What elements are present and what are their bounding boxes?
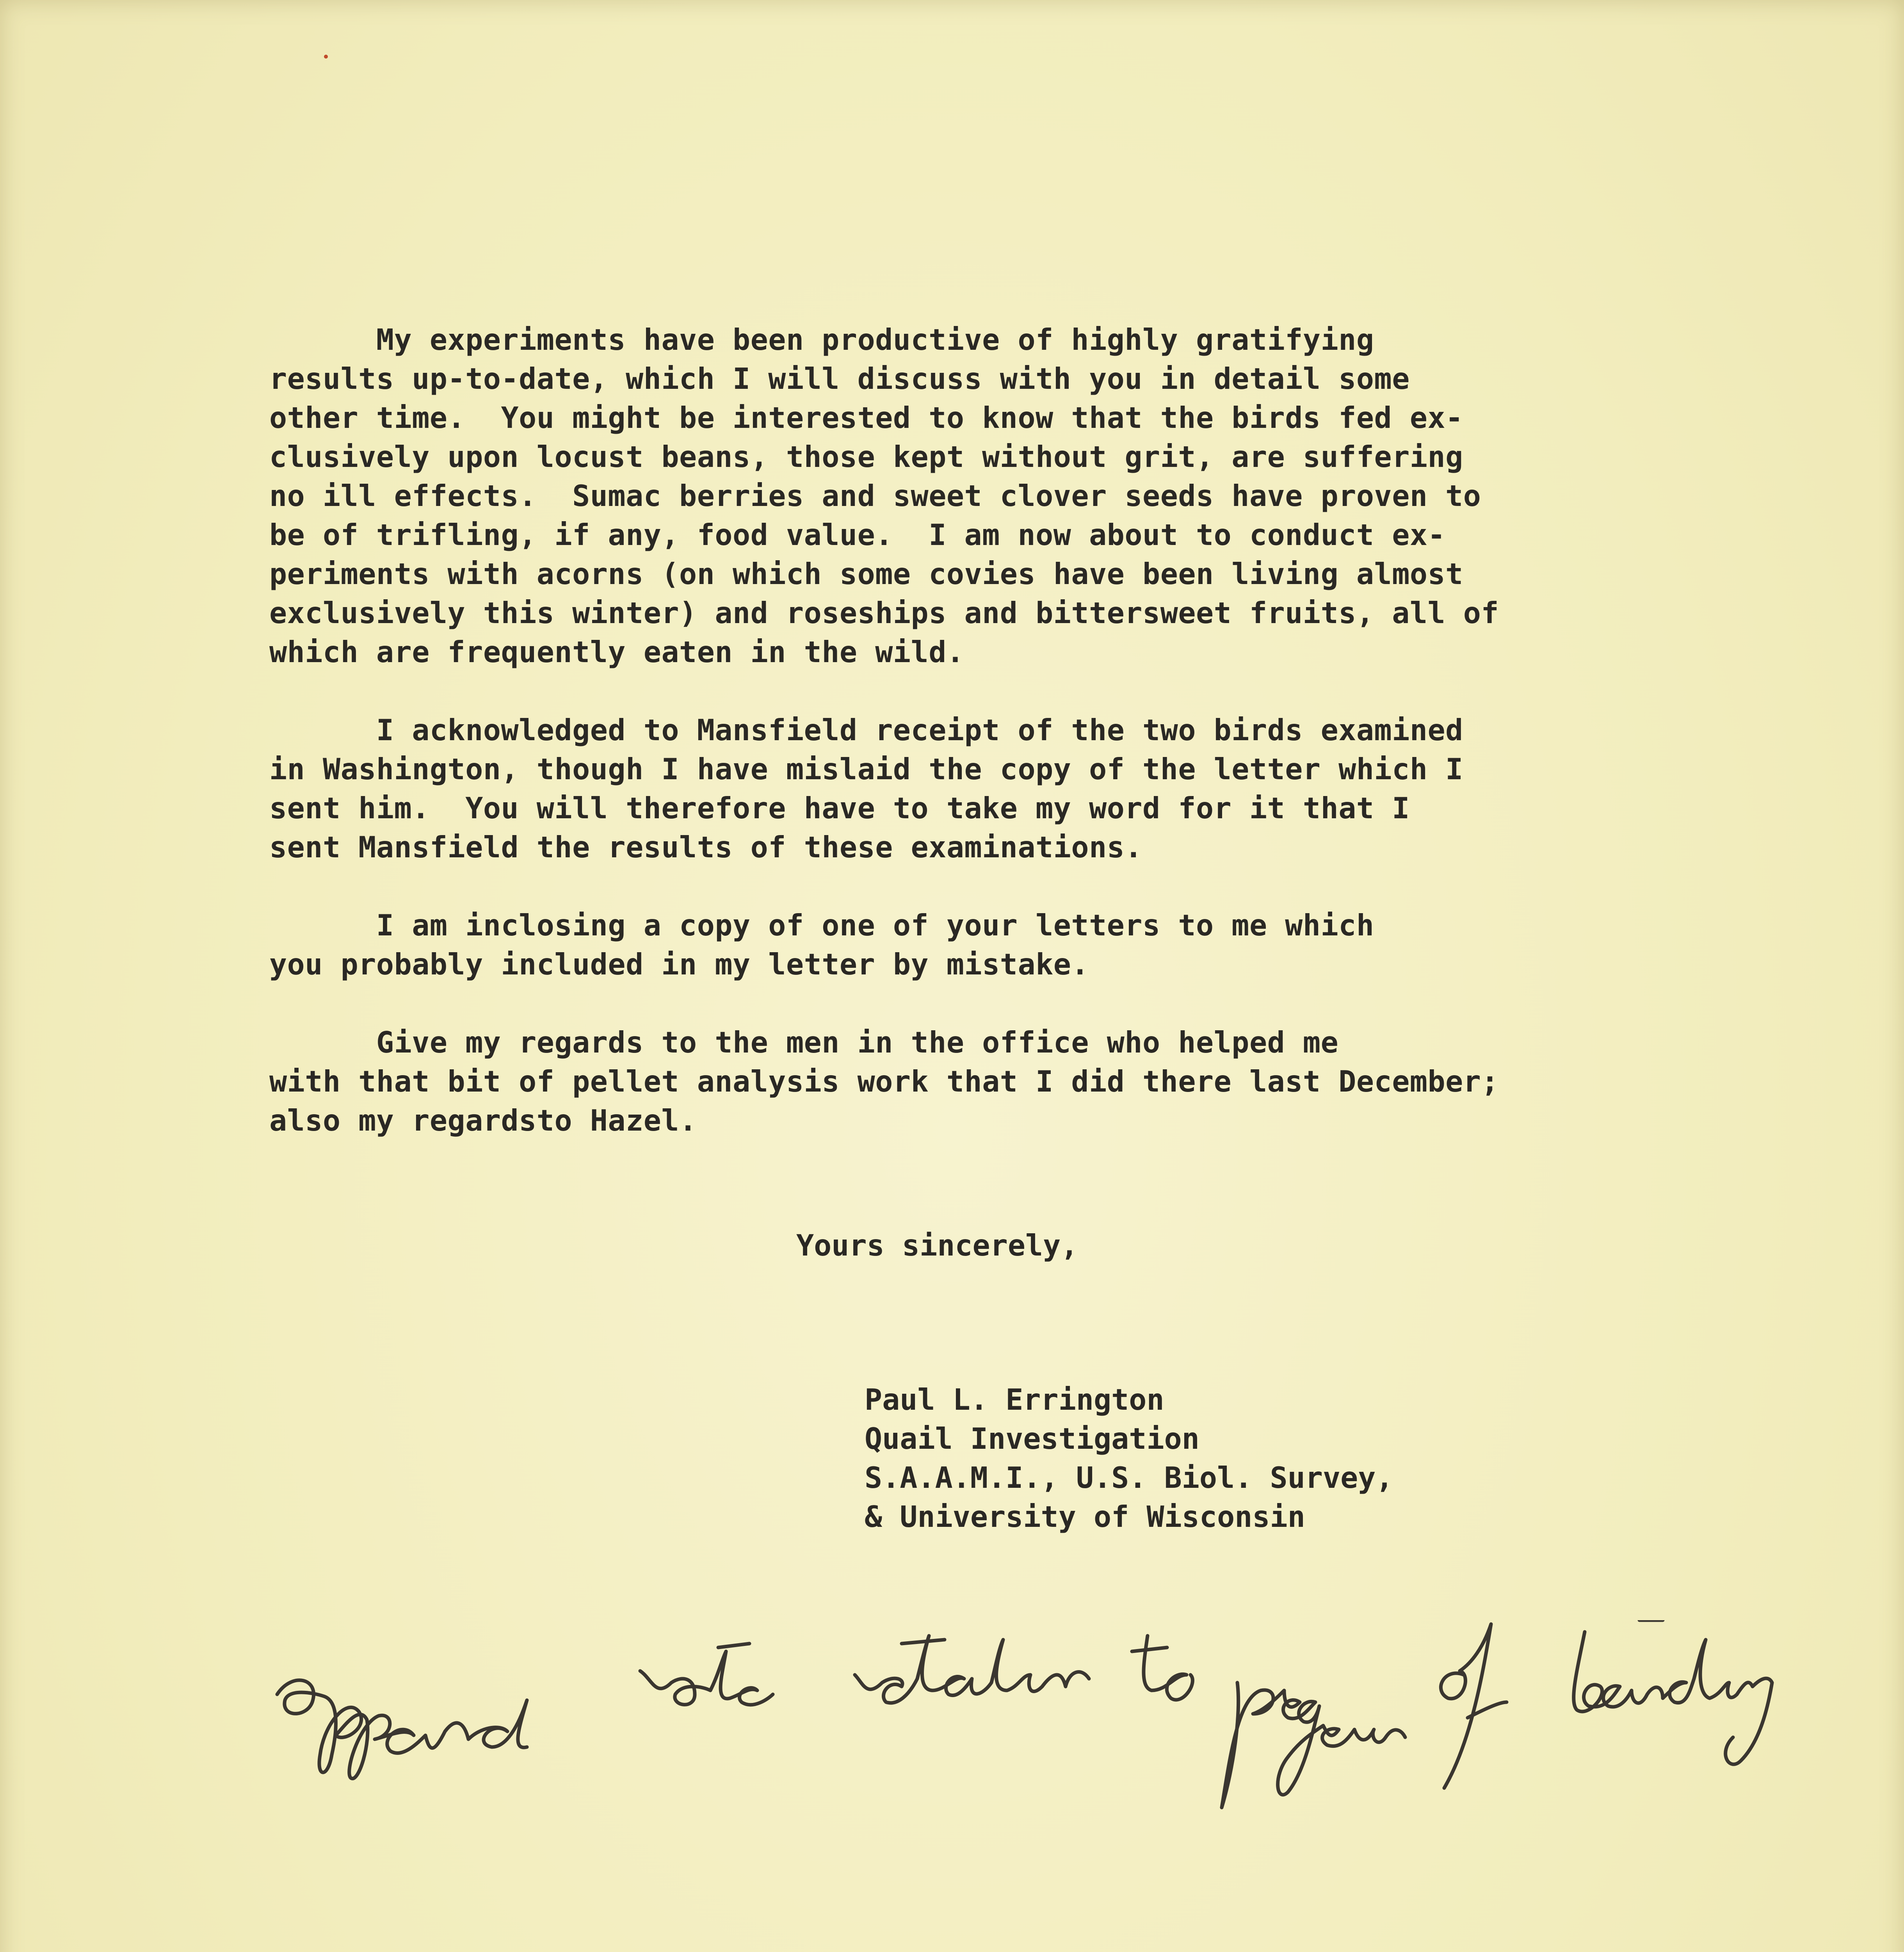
handwritten-note: [269, 1620, 1831, 1815]
body-line: be of trifling, if any, food value. I am now about to conduct ex-: [269, 518, 1446, 552]
body-line: sent Mansfield the results of these examinations.: [269, 830, 1143, 864]
paper-speck: [324, 55, 328, 59]
letter-body: [269, 320, 1628, 1179]
body-line: other time. You might be interested to know that the birds fed ex-: [269, 401, 1463, 435]
signature-university: & University of Wisconsin: [865, 1500, 1305, 1534]
body-line: no ill effects. Sumac berries and sweet clover seeds have proven to: [269, 479, 1481, 513]
signature-title: Quail Investigation: [865, 1421, 1199, 1456]
body-line: results up-to-date, which I will discuss with you in detail some: [269, 362, 1410, 396]
body-line: sent him. You will therefore have to take my word for it that I: [269, 791, 1410, 825]
body-line: exclusively this winter) and roseships and bittersweet fruits, all of: [269, 596, 1499, 630]
paragraph-mansfield: [269, 711, 1628, 867]
body-line: you probably included in my letter by mistake.: [269, 947, 1089, 981]
closing-salutation: Yours sincerely,: [796, 1228, 1078, 1263]
signature-name: Paul L. Errington: [865, 1382, 1164, 1417]
body-line: I am inclosing a copy of one of your letters to me which: [269, 908, 1374, 942]
body-line: clusively upon locust beans, those kept without grit, are suffering: [269, 440, 1463, 474]
body-line: in Washington, though I have mislaid the copy of the letter which I: [269, 752, 1463, 786]
signature-block: [865, 1380, 1393, 1536]
body-line: My experiments have been productive of highly gratifying: [269, 322, 1374, 357]
body-line: with that bit of pellet analysis work that I did there last December;: [269, 1064, 1499, 1099]
body-line: also my regardsto Hazel.: [269, 1103, 697, 1138]
paragraph-regards: [269, 1023, 1628, 1140]
body-line: Give my regards to the men in the office who helped me: [269, 1025, 1339, 1060]
body-line: which are frequently eaten in the wild.: [269, 635, 964, 669]
signature-affiliation: S.A.A.M.I., U.S. Biol. Survey,: [865, 1460, 1393, 1495]
paragraph-experiments: [269, 320, 1628, 671]
body-line: I acknowledged to Mansfield receipt of the two birds examined: [269, 713, 1463, 747]
paragraph-inclosing: [269, 906, 1628, 984]
body-line: periments with acorns (on which some covies have been living almost: [269, 557, 1463, 591]
